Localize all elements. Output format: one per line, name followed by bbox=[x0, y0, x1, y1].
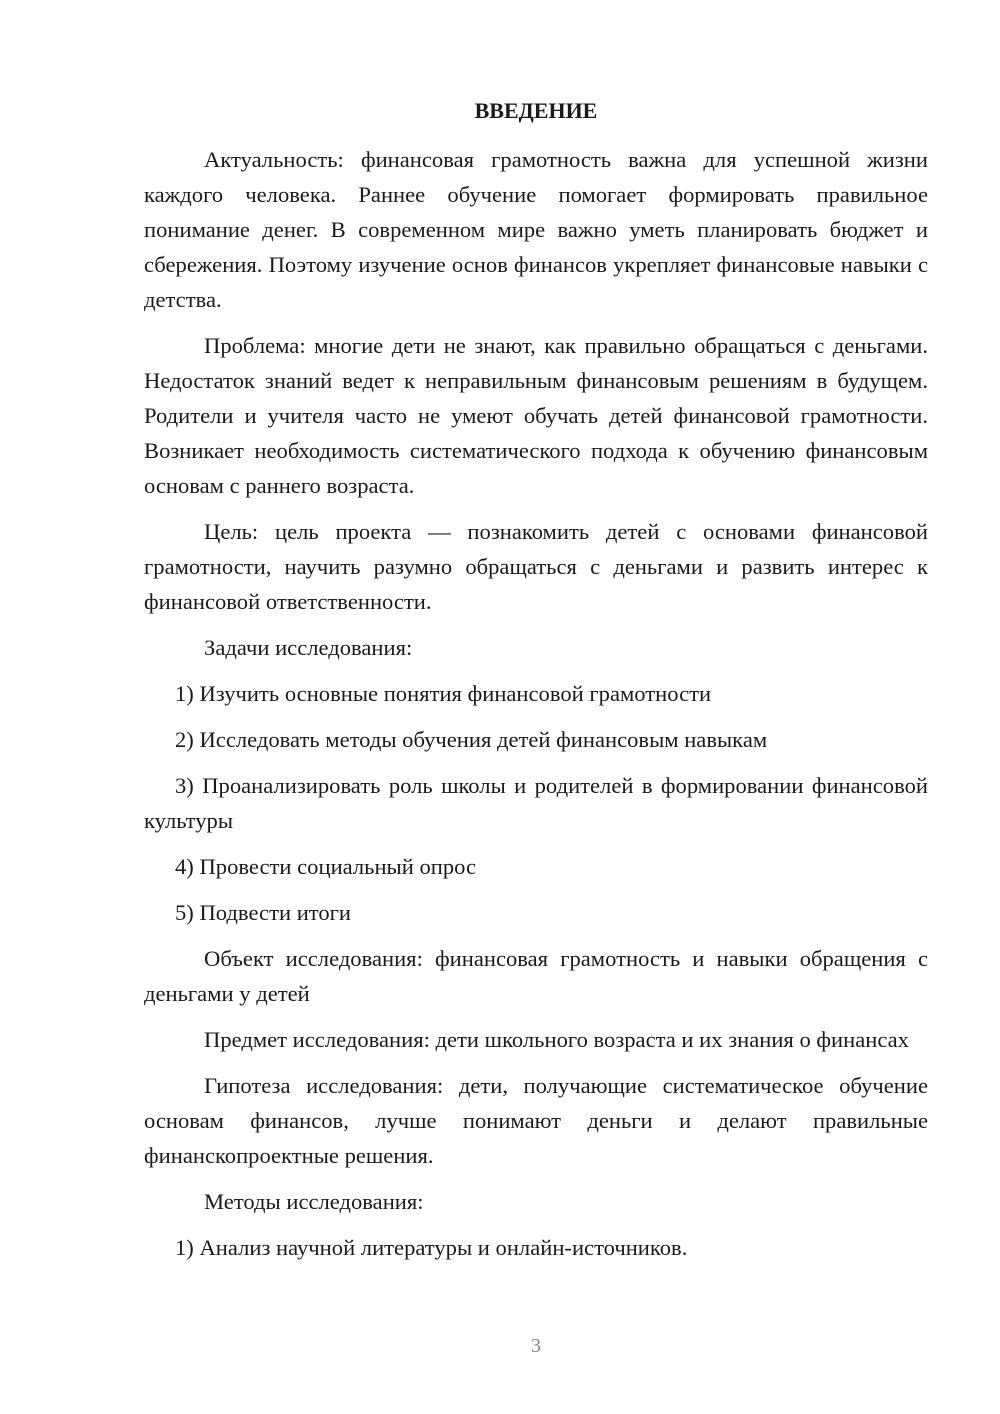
method-item: 1) Анализ научной литературы и онлайн-источников. bbox=[175, 1235, 688, 1260]
page-number: 3 bbox=[531, 1335, 541, 1357]
paragraph-problem: Проблема: многие дети не знают, как правильно обращаться с деньгами. Недостаток знаний ведет к неправильным финансовым решениям в будущем. Родители и учителя часто не умеют обучать детей финансовой грамотности. Возникает необходимость систематического подхода к обучению финансовым основам с раннего возраста. bbox=[144, 333, 928, 498]
document-page bbox=[144, 0, 928, 1414]
paragraph-goal: Цель: цель проекта — познакомить детей с основами финансовой грамотности, научить разумно обращаться с деньгами и развить интерес к финансовой ответственности. bbox=[144, 519, 928, 614]
tasks-heading: Задачи исследования: bbox=[204, 635, 413, 660]
task-item: 5) Подвести итоги bbox=[175, 900, 352, 925]
task-item: 2) Исследовать методы обучения детей финансовым навыкам bbox=[175, 727, 768, 752]
paragraph-subject: Предмет исследования: дети школьного возраста и их знания о финансах bbox=[204, 1027, 909, 1052]
task-item: 1) Изучить основные понятия финансовой грамотности bbox=[175, 681, 712, 706]
task-item: 3) Проанализировать роль школы и родителей в формировании финансовой культуры bbox=[144, 773, 928, 833]
paragraph-object: Объект исследования: финансовая грамотность и навыки обращения с деньгами у детей bbox=[144, 946, 928, 1006]
page-title: ВВЕДЕНИЕ bbox=[474, 98, 598, 123]
task-item: 4) Провести социальный опрос bbox=[175, 854, 477, 879]
paragraph-hypothesis: Гипотеза исследования: дети, получающие систематическое обучение основам финансов, лучше понимают деньги и делают правильные финанскопроектные решения. bbox=[144, 1073, 928, 1168]
paragraph-relevance: Актуальность: финансовая грамотность важна для успешной жизни каждого человека. Раннее обучение помогает формировать правильное понимание денег. В современном мире важно уметь планировать бюджет и сбережения. Поэтому изучение основ финансов укрепляет финансовые навыки с детства. bbox=[144, 147, 928, 312]
methods-heading: Методы исследования: bbox=[204, 1189, 424, 1214]
document-body bbox=[144, 142, 928, 1265]
